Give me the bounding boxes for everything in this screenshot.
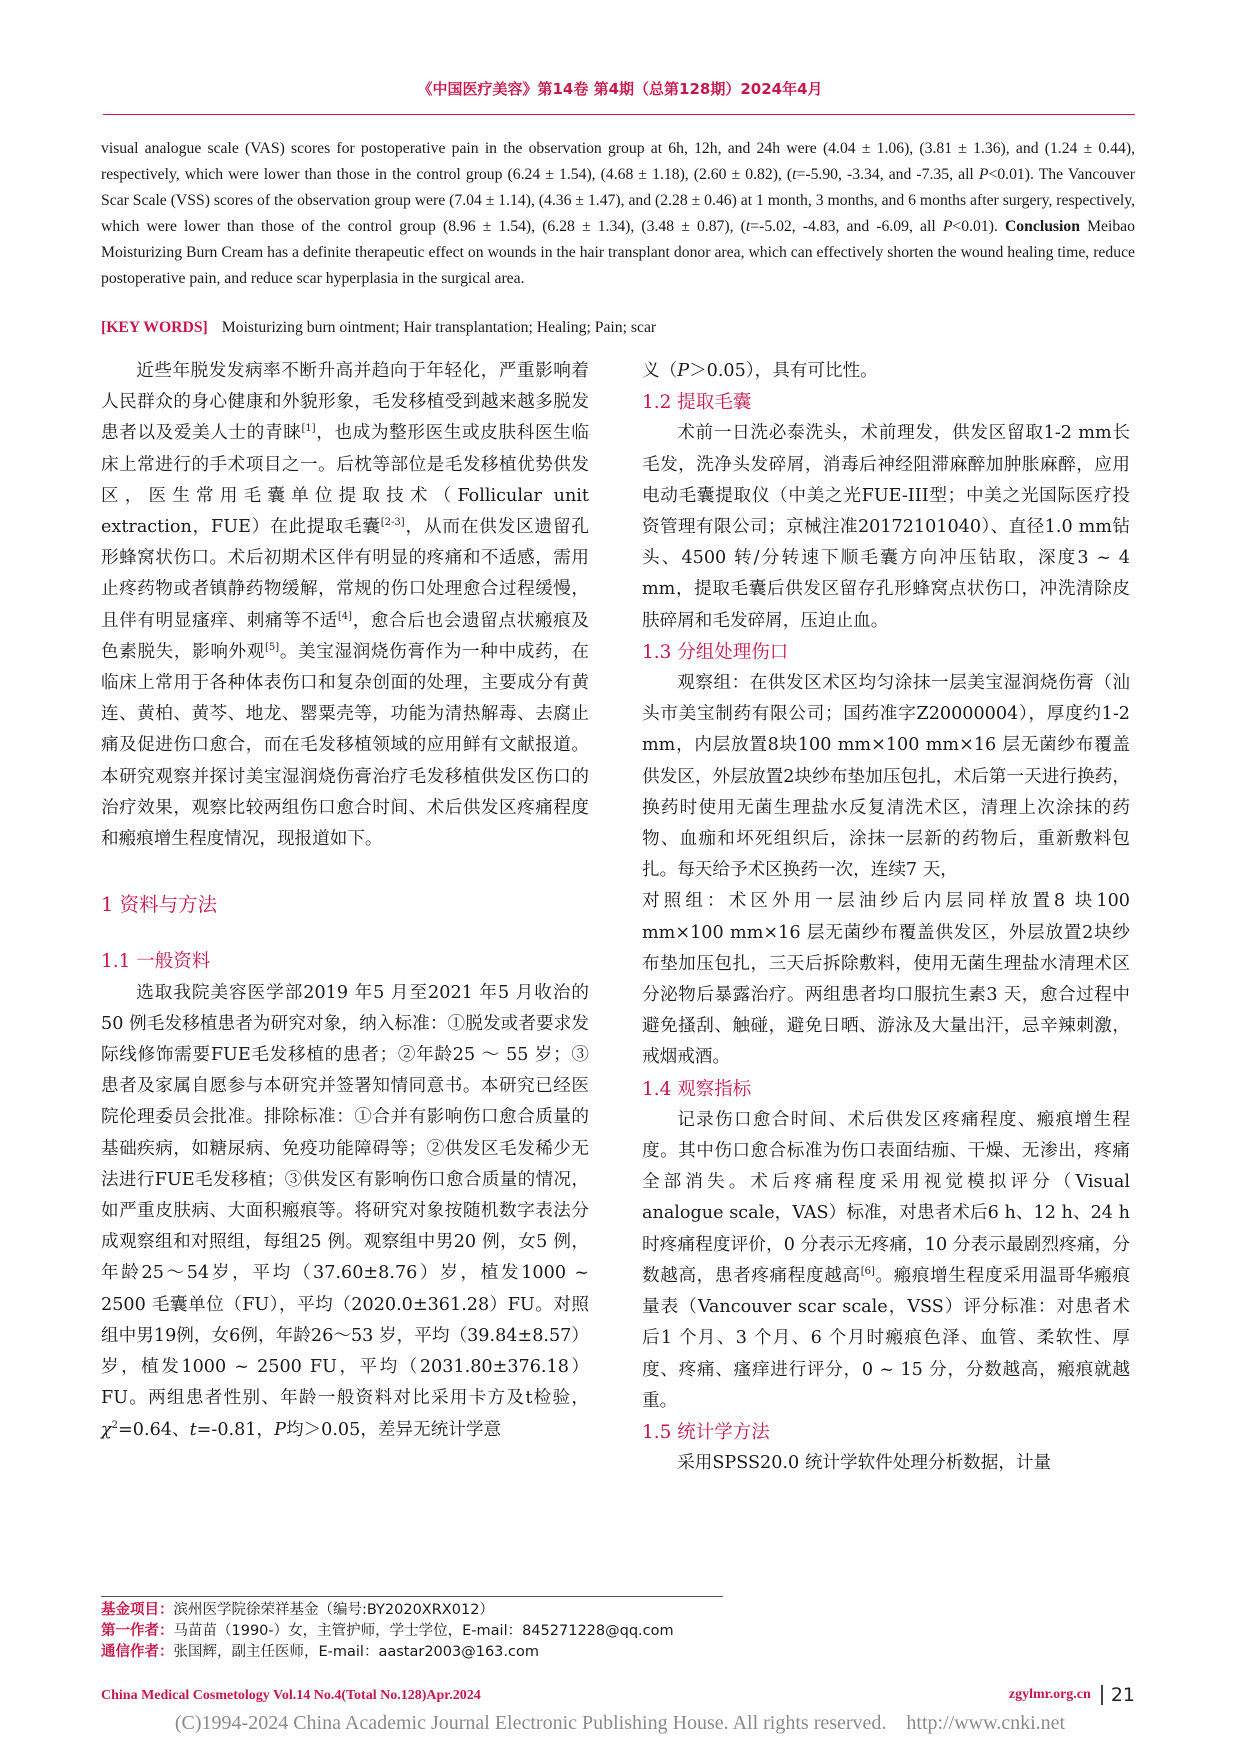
citation[interactable]: [6] [860,1266,875,1278]
body-text: 义（ [642,361,678,381]
header-divider [103,114,1135,115]
section-heading-1-1: 1.1 一般资料 [101,951,211,973]
continued-paragraph [642,356,1130,387]
abstract-seg: Meibao Moisturizing Burn Cream has a definite therapeutic effect on wounds in the hair transplant donor area, which can effectively shorten the wound healing time, reduce postoperative pain, and reduce scar hyperplasia in the surgical area. [101,218,1135,287]
footnote-first-author [101,1621,801,1642]
stat-t: t [792,166,797,183]
abstract-text [101,136,1135,292]
footer-divider [1101,1685,1103,1705]
intro-paragraph [101,356,589,855]
stat-chi-sup: 2 [111,1419,119,1431]
stat-p: P [677,361,690,381]
section-heading-1-2: 1.2 提取毛囊 [642,392,752,414]
left-column [101,356,589,1446]
footnote-text[interactable]: 马苗苗（1990-）女，主管护师，学士学位，E-mail：845271228@qq.com [173,1623,674,1639]
abstract-seg: =-5.90, -3.34, and -7.35, all [796,166,979,183]
section-heading-1: 1 资料与方法 [101,893,218,917]
body-text: ＞0.05），具有可比性。 [689,361,878,381]
general-data-paragraph [101,978,589,1446]
section-heading-1-3: 1.3 分组处理伤口 [642,641,789,663]
body-text: 。瘢痕增生程度采用温哥华瘢痕量表（Vancouver scar scale，VSS）评分标准：对患者术后1 个月、3 个月、6 个月时瘢痕色泽、血管、柔软性、厚度、疼痛、瘙痒进行评分，0 ~ 15 分，分数越高，瘢痕就越重。 [642,1265,1130,1411]
extraction-paragraph: 术前一日洗必泰洗头，术前理发，供发区留取1-2 mm长毛发，洗净头发碎屑，消毒后神经阻滞麻醉加肿胀麻醉，应用电动毛囊提取仪（中美之光FUE-III型；中美之光国际医疗投资管理有限公司；京械注准20172101040）、直径1.0 mm钻头、4500 转/分转速下顺毛囊方向冲压钻取，深度3 ~ 4 mm，提取毛囊后供发区留存孔形蜂窝点状伤口，冲洗清除皮肤碎屑和毛发碎屑，压迫止血。 [642,423,1130,631]
intro-text: 近些年脱发发病率不断升高并趋向于年轻化，严重影响着人民群众的身心健康和外貌形象，毛发移植受到越来越多脱发患者以及爱美人士的青睐 [101,361,589,444]
right-column [642,356,1130,1479]
footnote-corresponding-author [101,1642,801,1663]
body-text: =-0.81， [196,1419,275,1440]
statistics-paragraph: 采用SPSS20.0 统计学软件处理分析数据，计量 [677,1453,1052,1474]
abstract-seg: =-5.02, -4.83, and -6.09, all [750,218,943,235]
stat-p: P [274,1419,286,1440]
control-group-paragraph: 对照组：术区外用一层油纱后内层同样放置8 块100 mm×100 mm×16 层无菌纱布覆盖供发区，外层放置2块纱布垫加压包扎，三天后拆除敷料，使用无菌生理盐水清理术区分泌物后暴露治疗。两组患者均口服抗生素3 天，愈合过程中避免搔刮、触碰，避免日晒、游泳及大量出汗，忌辛辣刺激，戒烟戒酒。 [642,891,1130,1068]
footnote-text: 滨州医学院徐荣祥基金（编号:BY2020XRX012） [173,1602,494,1618]
observation-group-paragraph: 观察组：在供发区术区均匀涂抹一层美宝湿润烧伤膏（汕头市美宝制药有限公司；国药准字Z20000004），厚度约1-2 mm，内层放置8块100 mm×100 mm×16 层无菌纱布覆盖供发区，外层放置2块纱布垫加压包扎，术后第一天进行换药，换药时使用无菌生理盐水反复清洗术区，清理上次涂抹的药物、血痂和坏死组织后，涂抹一层新的药物后，重新敷料包扎。每天给予术区换药一次，连续7 天， [642,673,1130,881]
section-heading-1-4: 1.4 观察指标 [642,1078,752,1100]
intro-text: ，也成为整形医生或皮肤科医生临床上常进行的手术项目之一。后枕等部位是毛发移植优势供发区，医生常用毛囊单位提取技术（Follicular unit extraction，FUE）在此提取毛囊 [101,423,589,538]
keywords-text: Moisturizing burn ointment; Hair transplantation; Healing; Pain; scar [221,319,657,336]
citation[interactable]: [5] [265,641,280,653]
footer-website-link[interactable]: zgylmr.org.cn [1008,1687,1091,1702]
journal-header-title: 《中国医疗美容》第14卷 第4期（总第128期）2024年4月 [417,80,823,98]
citation[interactable]: [2-3] [380,517,405,529]
page-number: 21 [1110,1684,1135,1706]
keywords-label: [KEY WORDS] [101,319,208,336]
conclusion-label: Conclusion [1004,218,1080,235]
footnote-divider [101,1596,723,1597]
footnote-text[interactable]: 张国辉，副主任医师，E-mail：aastar2003@163.com [173,1644,539,1660]
body-text: 记录伤口愈合时间、术后供发区疼痛程度、瘢痕增生程度。其中伤口愈合标准为伤口表面结痂、干燥、无渗出，疼痛全部消失。术后疼痛程度采用视觉模拟评分（Visual analogue scale，VAS）标准，对患者术后6 h、12 h、24 h时疼痛程度评价，0 分表示无疼痛，10 分表示最剧烈疼痛，分数越高，患者疼痛程度越高 [642,1109,1130,1286]
abstract-seg: visual analogue scale (VAS) scores for postoperative pain in the observation group at 6h, 12h, and 24h were (4.04 ± 1.06), (3.81 ± 1.36), and (1.24 ± 0.44), respectively, which were lower than those in the control group (6.24 ± 1.54), (4.68 ± 1.18), (2.60 ± 0.82), ( [101,140,1135,183]
body-text: 选取我院美容医学部2019 年5 月至2021 年5 月收治的50 例毛发移植患者为研究对象，纳入标准：①脱发或者要求发际线修饰需要FUE毛发移植的患者；②年龄25 ～ 55 岁；③患者及家属自愿参与本研究并签署知情同意书。本研究已经医院伦理委员会批准。排除标准：①合并有影响伤口愈合质量的基础疾病，如糖尿病、免疫功能障碍等；②供发区毛发稀少无法进行FUE毛发移植；③供发区有影响伤口愈合质量的情况，如严重皮肤病、大面积瘢痕等。将研究对象按随机数字表法分成观察组和对照组，每组25 例。观察组中男20 例，女5 例，年龄25～54岁，平均（37.60±8.76）岁，植发1000 ~ 2500 毛囊单位（FU），平均（2020.0±361.28）FU。对照组中男19例，女6例，年龄26～53 岁，平均（39.84±8.57）岁，植发1000 ~ 2500 FU，平均（2031.80±376.18）FU。两组患者性别、年龄一般资料对比采用卡方及t检验， [101,982,589,1409]
body-text: 均＞0.05，差异无统计学意 [285,1419,502,1440]
keywords-line [101,316,1135,340]
footnote-label: 第一作者： [101,1623,174,1639]
intro-text: ，从而在供发区遗留孔形蜂窝状伤口。术后初期术区伴有明显的疼痛和不适感，需用止疼药物或者镇静药物缓解，常规的伤口处理愈合过程缓慢，且伴有明显瘙痒、刺痛等不适 [101,517,589,631]
footer-right [1009,1684,1135,1706]
abstract-block [101,136,1135,292]
footnote-label: 基金项目： [101,1602,174,1618]
stat-p: P [942,218,953,235]
stat-t: t [745,218,751,235]
abstract-seg: <0.01). The Vancouver Scar Scale (VSS) scores of the observation group were (7.04 ± 1.14), (4.36 ± 1.47), and (2.28 ± 0.46) at 1 month, 3 months, and 6 months after surgery, respectively, which were lower than those of the control group (8.96 ± 1.54), (6.28 ± 1.34), (3.48 ± 0.87), ( [101,166,1135,235]
indicators-paragraph [642,1105,1130,1417]
section-heading-1-5: 1.5 统计学方法 [642,1421,770,1443]
stat-chi: χ [101,1419,112,1440]
intro-text: ，愈合后也会遗留点状瘢痕及色素脱失，影响外观 [101,610,589,662]
intro-text: 。美宝湿润烧伤膏作为一种中成药，在临床上常用于各种体表伤口和复杂创面的处理，主要成分有黄连、黄柏、黄芩、地龙、罂粟壳等，功能为清热解毒、去腐止痛及促进伤口愈合，而在毛发移植领域的应用鲜有文献报道。本研究观察并探讨美宝湿润烧伤膏治疗毛发移植供发区伤口的治疗效果，观察比较两组伤口愈合时间、术后供发区疼痛程度和瘢痕增生程度情况，现报道如下。 [101,641,589,850]
footer-journal-citation: China Medical Cosmetology Vol.14 No.4(Total No.128)Apr.2024 [101,1688,481,1703]
citation[interactable]: [4] [337,610,353,622]
abstract-seg: <0.01). [952,218,1005,235]
body-text: =0.64、 [118,1419,190,1440]
stat-t: t [189,1419,197,1440]
footnote-fund [101,1600,801,1621]
copyright-notice: (C)1994-2024 China Academic Journal Electronic Publishing House. All rights reserved. http://www.cnki.net [174,1712,1066,1734]
footnote-label: 通信作者： [101,1644,174,1660]
stat-p: P [978,166,989,183]
citation[interactable]: [1] [301,423,316,435]
footnotes [101,1600,801,1663]
